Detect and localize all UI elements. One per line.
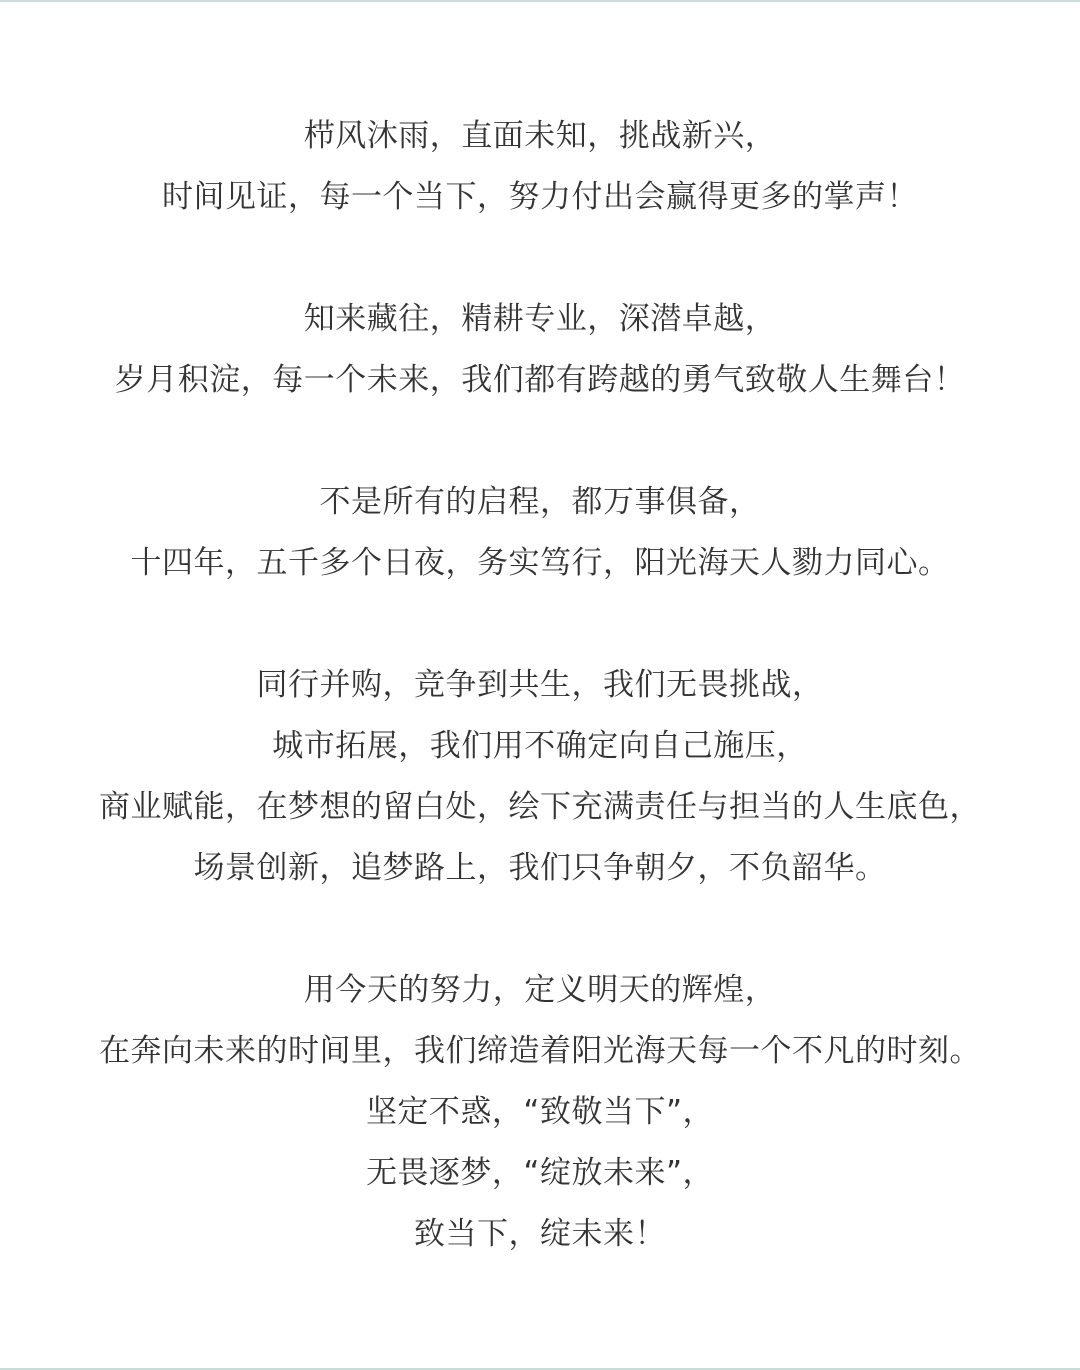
- poem-line: 坚定不惑，“致敬当下”，: [365, 1094, 715, 1130]
- poem-line: 在奔向未来的时间里，我们缔造着阳光海天每一个不凡的时刻。: [99, 1033, 981, 1069]
- poem-line: 同行并购，竞争到共生，我们无畏挑战，: [256, 667, 824, 703]
- top-border-line: [0, 0, 1080, 2]
- stanza-1: [0, 106, 1080, 228]
- poem-line: 城市拓展，我们用不确定向自己施压，: [272, 728, 808, 764]
- poem-body: [0, 106, 1080, 1326]
- poem-line: 用今天的努力，定义明天的辉煌，: [303, 972, 777, 1008]
- poem-line: 场景创新，追梦路上，我们只争朝夕，不负韶华。: [193, 850, 887, 886]
- poem-line: 无畏逐梦，“绽放未来”，: [365, 1155, 715, 1191]
- poem-line: 商业赋能，在梦想的留白处，绘下充满责任与担当的人生底色，: [99, 789, 981, 825]
- stanza-3: [0, 472, 1080, 594]
- poem-line: 岁月积淀，每一个未来，我们都有跨越的勇气致敬人生舞台！: [114, 362, 966, 398]
- poem-line: 时间见证，每一个当下，努力付出会赢得更多的掌声！: [162, 179, 918, 215]
- stanza-2: [0, 289, 1080, 411]
- poem-line: 十四年，五千多个日夜，务实笃行，阳光海天人勠力同心。: [130, 545, 950, 581]
- stanza-4: [0, 655, 1080, 899]
- stanza-5: [0, 960, 1080, 1265]
- poem-line: 不是所有的启程，都万事俱备，: [319, 484, 761, 520]
- poem-line: 栉风沐雨，直面未知，挑战新兴，: [303, 118, 777, 154]
- poem-line: 知来藏往，精耕专业，深潜卓越，: [303, 301, 777, 337]
- poem-line: 致当下，绽未来！: [414, 1216, 666, 1252]
